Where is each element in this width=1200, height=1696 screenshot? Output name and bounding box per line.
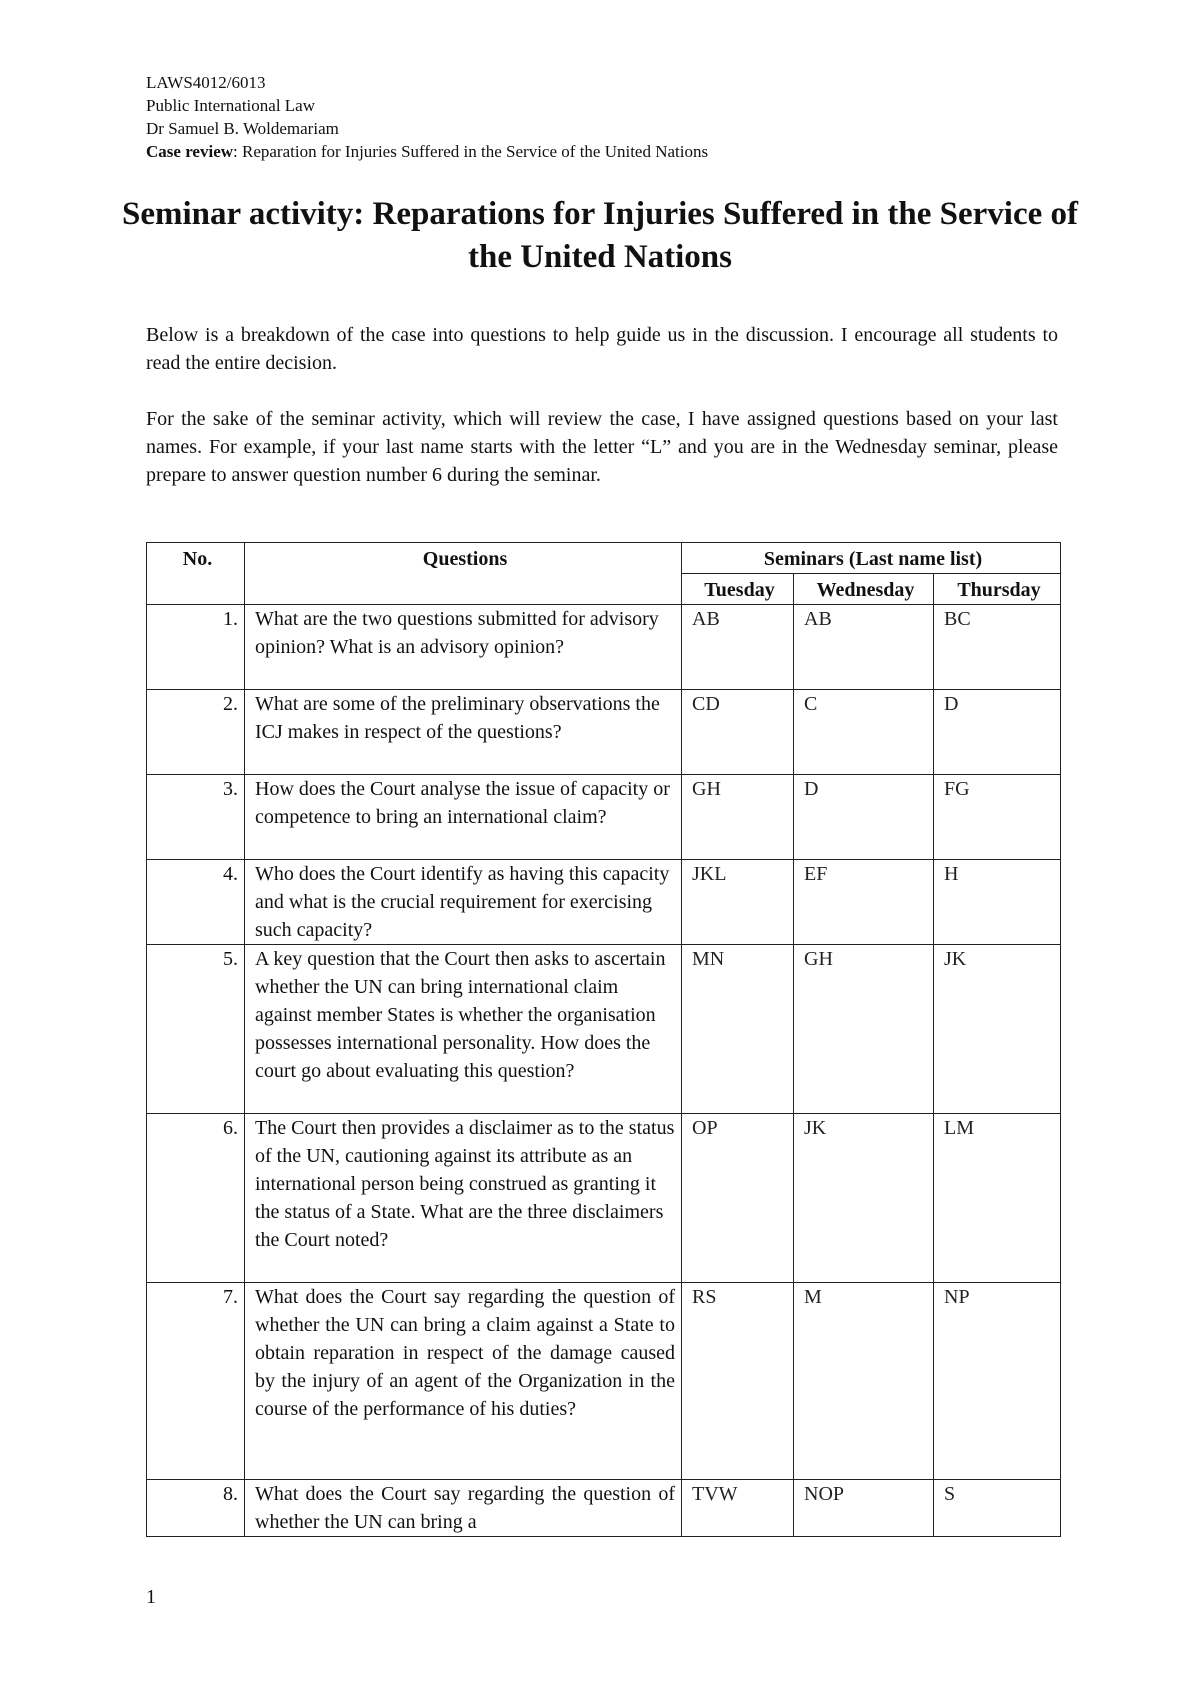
table-row	[147, 775, 1061, 860]
row-thursday: FG	[934, 775, 1061, 860]
table-row	[147, 690, 1061, 775]
row-question: What are the two questions submitted for advisory opinion? What is an advisory opinion?	[245, 605, 682, 690]
row-tuesday: RS	[682, 1283, 794, 1480]
table-row	[147, 1480, 1061, 1537]
table-row	[147, 1114, 1061, 1283]
row-thursday: D	[934, 690, 1061, 775]
row-tuesday: AB	[682, 605, 794, 690]
row-wednesday: EF	[794, 860, 934, 945]
page-number: 1	[146, 1586, 156, 1608]
row-tuesday: JKL	[682, 860, 794, 945]
table-row	[147, 860, 1061, 945]
header-wednesday: Wednesday	[794, 574, 934, 605]
table-row	[147, 1283, 1061, 1480]
lecturer-name: Dr Samuel B. Woldemariam	[146, 119, 339, 138]
case-review-label: Case review	[146, 142, 234, 161]
row-number: 6.	[147, 1114, 245, 1283]
table-row	[147, 945, 1061, 1114]
row-question: The Court then provides a disclaimer as to the status of the UN, cautioning against its attribute as an international person being construed as granting it the status of a State. What are the three disclaimers the Court noted?	[245, 1114, 682, 1283]
row-wednesday: GH	[794, 945, 934, 1114]
row-number: 8.	[147, 1480, 245, 1537]
row-wednesday: NOP	[794, 1480, 934, 1537]
row-tuesday: CD	[682, 690, 794, 775]
row-wednesday: AB	[794, 605, 934, 690]
instructions-paragraph: For the sake of the seminar activity, which will review the case, I have assigned questions based on your last names. For example, if your last name starts with the letter “L” and you are in the Wednesday seminar, please prepare to answer question number 6 during the seminar.	[146, 408, 1058, 486]
row-thursday: JK	[934, 945, 1061, 1114]
course-code: LAWS4012/6013	[146, 73, 266, 92]
course-name: Public International Law	[146, 96, 316, 115]
row-thursday: H	[934, 860, 1061, 945]
row-question: How does the Court analyse the issue of capacity or competence to bring an international claim?	[245, 775, 682, 860]
intro-paragraph: Below is a breakdown of the case into questions to help guide us in the discussion. I encourage all students to read the entire decision.	[146, 324, 1058, 374]
row-wednesday: C	[794, 690, 934, 775]
row-number: 4.	[147, 860, 245, 945]
row-thursday: S	[934, 1480, 1061, 1537]
row-number: 3.	[147, 775, 245, 860]
row-thursday: NP	[934, 1283, 1061, 1480]
row-question: What does the Court say regarding the question of whether the UN can bring a claim against a State to obtain reparation in respect of the damage caused by the injury of an agent of the Organization in the course of the performance of his duties?	[245, 1283, 682, 1480]
header-no: No.	[147, 543, 245, 605]
row-question: What does the Court say regarding the question of whether the UN can bring a	[245, 1480, 682, 1537]
header-seminars: Seminars (Last name list)	[682, 543, 1061, 574]
header-thursday: Thursday	[934, 574, 1061, 605]
row-wednesday: M	[794, 1283, 934, 1480]
row-tuesday: TVW	[682, 1480, 794, 1537]
seminar-question-table	[146, 542, 1061, 1537]
row-tuesday: MN	[682, 945, 794, 1114]
case-review-text: : Reparation for Injuries Suffered in the Service of the United Nations	[233, 142, 709, 161]
document-header	[146, 71, 708, 163]
row-thursday: LM	[934, 1114, 1061, 1283]
case-review-line	[146, 140, 708, 163]
row-number: 5.	[147, 945, 245, 1114]
table-row	[147, 605, 1061, 690]
row-number: 7.	[147, 1283, 245, 1480]
header-tuesday: Tuesday	[682, 574, 794, 605]
row-number: 1.	[147, 605, 245, 690]
row-question: Who does the Court identify as having this capacity and what is the crucial requirement for exercising such capacity?	[245, 860, 682, 945]
row-thursday: BC	[934, 605, 1061, 690]
header-questions: Questions	[245, 543, 682, 605]
row-question: What are some of the preliminary observations the ICJ makes in respect of the questions?	[245, 690, 682, 775]
row-wednesday: D	[794, 775, 934, 860]
row-number: 2.	[147, 690, 245, 775]
row-tuesday: GH	[682, 775, 794, 860]
row-tuesday: OP	[682, 1114, 794, 1283]
page-title: Seminar activity: Reparations for Injuries Suffered in the Service of the United Nations	[122, 196, 1078, 275]
row-wednesday: JK	[794, 1114, 934, 1283]
row-question: A key question that the Court then asks to ascertain whether the UN can bring international claim against member States is whether the organisation possesses international personality. How does the court go about evaluating this question?	[245, 945, 682, 1114]
